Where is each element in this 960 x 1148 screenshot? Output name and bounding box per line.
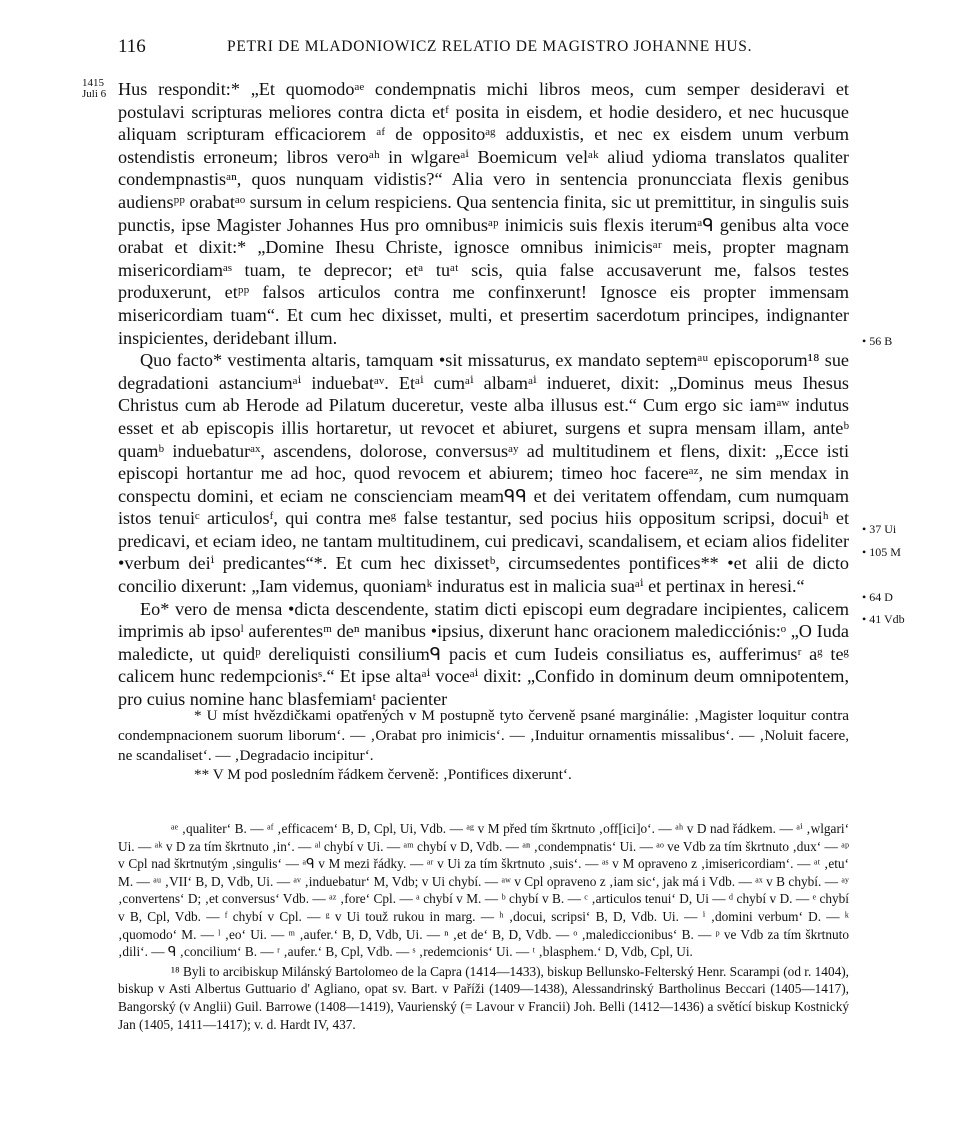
paragraph-2: Quo facto* vestimenta altaris, tamquam •sit missaturus, ex mandato septemᵃᵘ episcoporum¹⁸ sue degradationi astanciumᵃⁱ induebatᵃᵛ. Etᵃⁱ cumᵃⁱ albamᵃⁱ indueret, dixit: „Dominus meus Ihesus Christus cum ab Herode ad Pilatum duceretur, veste alba illusus est.“ Cum ergo sic iamᵃʷ indutus esset et ab episcopis illis hortaretur, ut revocet et abiuret, surgens et supra mensam illam, anteᵇ quamᵇ induebaturᵃˣ, ascendens, dolorose, conversusᵃʸ ad multitudinem et flens, dixit: „Ecce isti episcopi hortantur me ad hoc, quod revocem et abiurem; timeo hoc facereᵃᶻ, ne sim mendax in conspectu domini, et eciam ne conscienciam meamᑫᑫ et dei veritatem offendam, cum numquam istos tenuiᶜ articulosᶠ, qui contra meᵍ false testantur, sed pocius hiis oppositum scripsi, docuiʰ et predicavi, et eciam ideo, ne tantam multitudinem, cui predicavi, scandalisem, et eciam alios fideliter •verbum deiⁱ predicantes“*. Et cum hec dixissetᵇ, circumsedentes pontifices** •et alii de dicto concilio dixerunt: „Iam videmus, quoniamᵏ induratus est in malicia suaᵃⁱ et pertinax in heresi.“ [118, 350, 849, 597]
apparatus-variants: ᵃᵉ ‚qualiter‘ B. — ᵃᶠ ‚efficacem‘ B, D, Cpl, Ui, Vdb. — ᵃᵍ v M před tím škrtnuto ‚off[ici]o‘. — ᵃʰ v D nad řádkem. — ᵃⁱ ‚wlgari‘ Ui. — ᵃᵏ v D za tím škrtnuto ‚in‘. — ᵃˡ chybí v Ui. — ᵃᵐ chybí v D, Vdb. — ᵃⁿ ‚condempnatis‘ Ui. — ᵃᵒ ve Vdb za tím škrtnuto ‚dux‘ — ᵃᵖ v Cpl nad škrtnutým ‚singulis‘ — ᵃᑫ v M mezi řádky. — ᵃʳ v Ui za tím škrtnuto ‚suis‘. — ᵃˢ v M opraveno z ‚imisericordiam‘. — ᵃᵗ ‚etu‘ M. — ᵃᵘ ‚VII‘ B, D, Vdb, Ui. — ᵃᵛ ‚induebatur‘ M, Vdb; v Ui chybí. — ᵃʷ v Cpl opraveno z ‚iam sic‘, jak má i Vdb. — ᵃˣ v B chybí. — ᵃʸ ‚convertens‘ D; ‚et conversus‘ Vdb. — ᵃᶻ ‚fore‘ Cpl. — ᵃ chybí v M. — ᵇ chybí v B. — ᶜ ‚articulos tenui‘ D, Ui — ᵈ chybí v D. — ᵉ chybí v B, Cpl, Vdb. — ᶠ chybí v Cpl. — ᵍ v Ui touž rukou in marg. — ʰ ‚docui, scripsi‘ B, D, Vdb. Ui. — ⁱ ‚domini verbum‘ D. — ᵏ ‚quomodo‘ M. — ˡ ‚eo‘ Ui. — ᵐ ‚aufer.‘ B, D, Vdb, Ui. — ⁿ ‚et de‘ B, D, Vdb. — ᵒ ‚malediccionibus‘ B. — ᵖ ve Vdb za tím škrtnuto ‚dili‘. — ᑫ ‚concilium‘ B. — ʳ ‚aufer.‘ B, Cpl, Vdb. — ˢ ‚redemcionis‘ Ui. — ᵗ ‚blasphem.‘ D, Vdb, Cpl, Ui. [118, 821, 849, 960]
margin-note-41vdb: • 41 Vdb [862, 612, 905, 626]
note-double-asterisk: ** V M pod posledním řádkem červeně: ‚Pontifices dixerunt‘. [194, 766, 572, 784]
margin-year: 1415 [82, 77, 104, 89]
editorial-notes [118, 706, 849, 785]
paragraph-3: Eo* vero de mensa •dicta descendente, statim dicti episcopi eum degradare incipientes, calicem imprimis ab ipsoˡ auferentesᵐ deⁿ manibus •ipsius, dixerunt hanc oracionem maledicciónis:ᵒ „O Iuda maledicte, ut quidᵖ dereliquisti consiliumᑫ pacis et cum Iudeis consiliatus es, aufferimusʳ aᵍ teᵍ calicem hunc redempcionisˢ.“ Et ipse altaᵃⁱ voceᵃⁱ dixit: „Confido in dominum deum omnipotentem, pro cuius nomine hanc blasfemiamᵗ pacienter [118, 598, 849, 710]
margin-note-56b: • 56 B [862, 334, 893, 348]
footnote-18: ¹⁸ Byli to arcibiskup Milánský Bartolomeo de la Capra (1414—1433), biskup Bellunsko-Felterský Henr. Scarampi (od r. 1404), biskup v Asti Albertus Guttuario d' Agliano, opat sv. Bart. v Paříži (1409—1438), Alessandrinský Bartholinus Beccari (1405—1417), Bangorský (v Anglii) Guil. Barrowe (1408—1419), Vaurienský (= Lavour v Francii) Joh. Belli (1412—1436) a světící biskup Kostnický Jan (1405, 1411—1417); v. d. Hardt IV, 437. [118, 963, 849, 1032]
margin-day: Juli 6 [82, 88, 107, 100]
margin-note-64d: • 64 D [862, 590, 893, 604]
margin-note-37ui: • 37 Ui [862, 522, 897, 536]
page-header [118, 36, 910, 62]
page-number: 116 [118, 36, 146, 57]
paragraph-1: Hus respondit:* „Et quomodoᵃᵉ condempnatis michi libros meos, cum semper desideravi et postulavi scripturas meliores contra dicta etᶠ posita in eisdem, et hodie desidero, et nec hucusque aliquam scripturam efficaciorem ᵃᶠ de oppositoᵃᵍ adduxistis, et nec ex eisdem unum verbum ostendistis erroneum; libros veroᵃʰ in wlgareᵃⁱ Boemicum velᵃᵏ aliud ydioma translatos qualiter condempnastisᵃⁿ, quos nunquam vidistis?“ Alia vero in sentencia pronuncciata flexis genibus audiensᵖᵖ orabatᵃᵒ sursum in celum respiciens. Qua sentencia finita, sic ut premittitur, in singulis suis punctis, ipse Magister Johannes Hus pro omnibusᵃᵖ inimicis suis flexis iterumᵃᑫ genibus alta voce orabat et dixit:* „Domine Ihesu Christe, ignosce omnibus inimicisᵃʳ meis, propter magnam misericordiamᵃˢ tuam, te deprecor; etᵃ tuᵃᵗ scis, quia false accusaverunt me, falsos testes produxerunt, etᵖᵖ falsos articulos contra me confinxerunt! Ignosce eis propter immensam misericordiam tuam“. Et cum hec dixisset, multi, et presertim sacerdotum principes, indignanter inspicientes, deridebant illum. [118, 79, 849, 348]
running-title: PETRI DE MLADONIOWICZ RELATIO DE MAGISTRO JOHANNE HUS. [227, 38, 753, 55]
main-text [118, 78, 849, 711]
margin-note-105m: • 105 M [862, 545, 901, 559]
critical-apparatus [118, 820, 849, 1033]
margin-date [82, 78, 106, 100]
note-asterisk: * U míst hvězdičkami opatřených v M postupně tyto červeně psané marginálie: ‚Magister loquitur contra condempnacionem suorum liborum‘. — ‚Orabat pro inimicis‘. — ‚Induitur ornamentis missalibus‘. — ‚Noluit facere, ne scandaliset‘. — ‚Degradacio incipitur‘. [118, 707, 849, 764]
